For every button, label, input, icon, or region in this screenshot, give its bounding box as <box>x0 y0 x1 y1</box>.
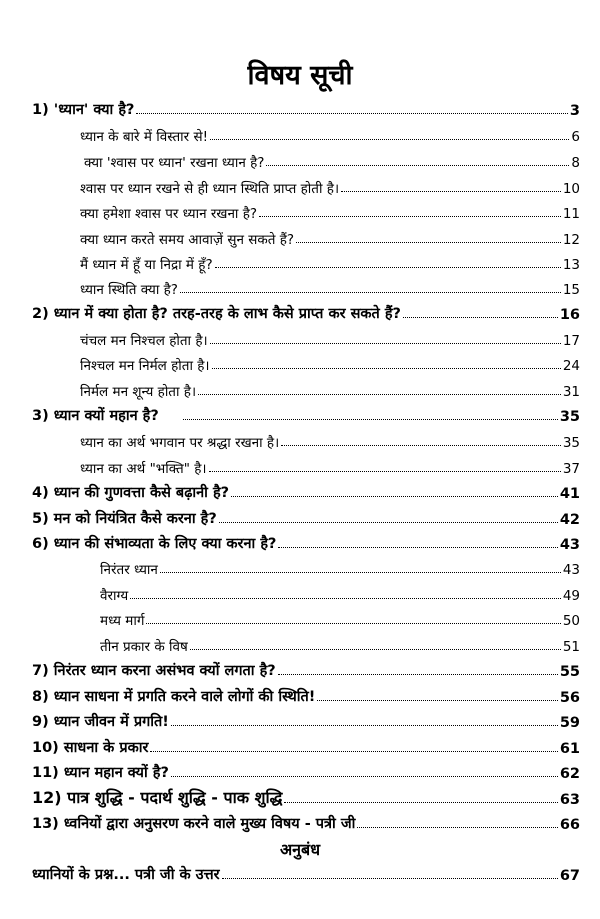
leader-dots <box>210 343 561 344</box>
toc-page-number: 16 <box>559 307 580 323</box>
leader-dots <box>403 317 558 318</box>
toc-page-number: 62 <box>559 766 580 782</box>
leader-dots <box>278 547 557 548</box>
leader-dots <box>183 419 558 420</box>
toc-entry-text: 5) मन को नियंत्रित कैसे करना है? <box>32 511 217 527</box>
toc-page-number: 37 <box>562 461 580 477</box>
leader-dots <box>219 522 558 523</box>
toc-entry[interactable] <box>32 301 580 323</box>
toc-page-number: 17 <box>562 333 580 349</box>
toc-subentry[interactable] <box>80 123 580 145</box>
toc-entry[interactable] <box>32 531 580 553</box>
toc-page-number: 50 <box>562 613 580 629</box>
toc-subentry[interactable] <box>80 200 580 222</box>
toc-entry[interactable] <box>32 403 580 425</box>
toc-page-number: 49 <box>562 588 580 604</box>
toc-entry-text: मध्य मार्ग <box>100 613 145 629</box>
toc-entry-text: चंचल मन निश्चल होता है। <box>80 333 208 349</box>
leader-dots <box>198 394 561 395</box>
toc-page-number: 43 <box>562 562 580 578</box>
leader-dots <box>215 267 561 268</box>
toc-entry-text: निरंतर ध्यान <box>100 562 158 578</box>
toc-entry-text: 2) ध्यान में क्या होता है? तरह-तरह के लाभ कैसे प्राप्त कर सकते हैं? <box>32 306 401 322</box>
toc-entry[interactable] <box>32 786 580 808</box>
toc-subentry[interactable] <box>80 226 580 248</box>
toc-page-number: 41 <box>559 486 580 502</box>
toc-subentry[interactable] <box>80 378 580 400</box>
toc-entry-text: वैराग्य <box>100 588 129 604</box>
leader-dots <box>160 572 561 573</box>
leader-dots <box>150 751 557 752</box>
toc-subentry[interactable] <box>80 327 580 349</box>
toc-entry[interactable] <box>32 480 580 502</box>
leader-dots <box>266 165 569 166</box>
leader-dots <box>212 368 561 369</box>
leader-dots <box>180 292 561 293</box>
leader-dots <box>317 700 557 701</box>
leader-dots <box>146 623 560 624</box>
leader-dots <box>222 878 558 879</box>
toc-entry-text: 1) 'ध्यान' क्या है? <box>32 102 135 118</box>
toc-page-number: 56 <box>559 690 580 706</box>
toc-subentry[interactable] <box>80 251 580 273</box>
toc-page-number: 31 <box>562 384 580 400</box>
toc-entry-text: 3) ध्यान क्यों महान है? <box>32 408 159 424</box>
toc-entry[interactable] <box>32 684 580 706</box>
toc-entry-text: निर्मल मन शून्य होता है। <box>80 384 197 400</box>
toc-entry-text: मैं ध्यान में हूँ या निद्रा में हूँ? <box>80 257 213 273</box>
toc-page-number: 35 <box>559 409 580 425</box>
leader-dots <box>171 725 558 726</box>
toc-entry-text: ध्यान का अर्थ भगवान पर श्रद्धा रखना है। <box>80 435 280 451</box>
toc-entry-text: 12) पात्र शुद्धि - पदार्थ शुद्धि - पाक शुद्धि <box>32 788 283 807</box>
toc-entry-text: 9) ध्यान जीवन में प्रगति! <box>32 714 169 730</box>
annex-heading: अनुबंध <box>279 840 321 859</box>
toc-entry[interactable] <box>32 709 580 731</box>
toc-subentry[interactable] <box>100 556 580 578</box>
toc-entry-text: 4) ध्यान की गुणवत्ता कैसे बढ़ानी है? <box>32 485 230 501</box>
toc-page-number: 63 <box>559 792 580 808</box>
toc-page-number: 12 <box>562 232 580 248</box>
toc-subentry[interactable] <box>80 175 580 197</box>
toc-entry-text: क्या ध्यान करते समय आवाज़ें सुन सकते हैं? <box>80 232 295 248</box>
toc-page-number: 51 <box>562 639 580 655</box>
toc-entry[interactable] <box>32 760 580 782</box>
toc-subentry[interactable] <box>80 455 580 477</box>
toc-page-number: 8 <box>571 155 580 171</box>
toc-entry-text: 13) ध्वनियों द्वारा अनुसरण करने वाले मुख्य विषय - पत्री जी <box>32 816 356 832</box>
toc-entry-text: 6) ध्यान की संभाव्यता के लिए क्या करना है? <box>32 536 277 552</box>
leader-dots <box>171 776 558 777</box>
toc-entry[interactable] <box>32 735 580 757</box>
page-title: विषय सूची <box>247 60 353 91</box>
toc-entry-text: 11) ध्यान महान क्यों है? <box>32 765 169 781</box>
toc-page-number: 13 <box>562 257 580 273</box>
toc-page-number: 6 <box>571 129 580 145</box>
toc-page-number: 59 <box>559 715 580 731</box>
toc-page-number: 55 <box>559 664 580 680</box>
toc-page-number: 42 <box>559 512 580 528</box>
toc-entry[interactable] <box>32 97 580 119</box>
toc-page-number: 11 <box>562 206 580 222</box>
leader-dots <box>136 113 567 114</box>
leader-dots <box>130 598 561 599</box>
toc-entry[interactable] <box>32 658 580 680</box>
toc-entry-text: 7) निरंतर ध्यान करना असंभव क्यों लगता है? <box>32 663 276 679</box>
toc-page-number: 61 <box>559 741 580 757</box>
leader-dots <box>210 139 569 140</box>
toc-subentry[interactable] <box>84 149 580 171</box>
toc-entry-text: श्वास पर ध्यान रखने से ही ध्यान स्थिति प्राप्त होती है। <box>80 181 340 197</box>
leader-dots <box>209 471 561 472</box>
toc-entry-text: तीन प्रकार के विष <box>100 639 188 655</box>
toc-page-number: 35 <box>562 435 580 451</box>
leader-dots <box>278 674 558 675</box>
toc-page-number: 66 <box>559 817 580 833</box>
leader-dots <box>259 216 561 217</box>
toc-entry-text: क्या 'श्वास पर ध्यान' रखना ध्यान है? <box>84 155 265 171</box>
leader-dots <box>231 496 558 497</box>
toc-entry-text: 10) साधना के प्रकार <box>32 740 149 756</box>
toc-page-number: 67 <box>559 868 580 884</box>
toc-subentry[interactable] <box>100 582 580 604</box>
toc-entry[interactable] <box>32 862 580 884</box>
leader-dots <box>281 445 561 446</box>
toc-entry-text: ध्यान स्थिति क्या है? <box>80 282 178 298</box>
leader-dots <box>357 827 557 828</box>
leader-dots <box>341 191 561 192</box>
toc-entry-text: 8) ध्यान साधना में प्रगति करने वाले लोगों की स्थिति! <box>32 689 316 705</box>
leader-dots <box>190 649 561 650</box>
toc-page-number: 15 <box>562 282 580 298</box>
toc-entry-text: ध्यान का अर्थ "भक्ति" है। <box>80 461 207 477</box>
toc-entry-text: निश्चल मन निर्मल होता है। <box>80 358 210 374</box>
toc-page-number: 10 <box>562 181 580 197</box>
toc-subentry[interactable] <box>100 607 580 629</box>
toc-entry-text: क्या हमेशा श्वास पर ध्यान रखना है? <box>80 206 258 222</box>
toc-page-number: 24 <box>562 358 580 374</box>
leader-dots <box>296 242 561 243</box>
toc-subentry[interactable] <box>80 429 580 451</box>
leader-dots <box>284 802 557 803</box>
toc-entry-text: ध्यानियों के प्रश्न... पत्री जी के उत्तर <box>32 867 220 883</box>
toc-page-number: 43 <box>559 537 580 553</box>
toc-subentry[interactable] <box>80 276 580 298</box>
toc-entry[interactable] <box>32 811 580 833</box>
toc-subentry[interactable] <box>80 352 580 374</box>
toc-subentry[interactable] <box>100 633 580 655</box>
toc-entry[interactable] <box>32 506 580 528</box>
toc-entry-text: ध्यान के बारे में विस्तार से! <box>80 129 209 145</box>
toc-page-number: 3 <box>569 103 580 119</box>
